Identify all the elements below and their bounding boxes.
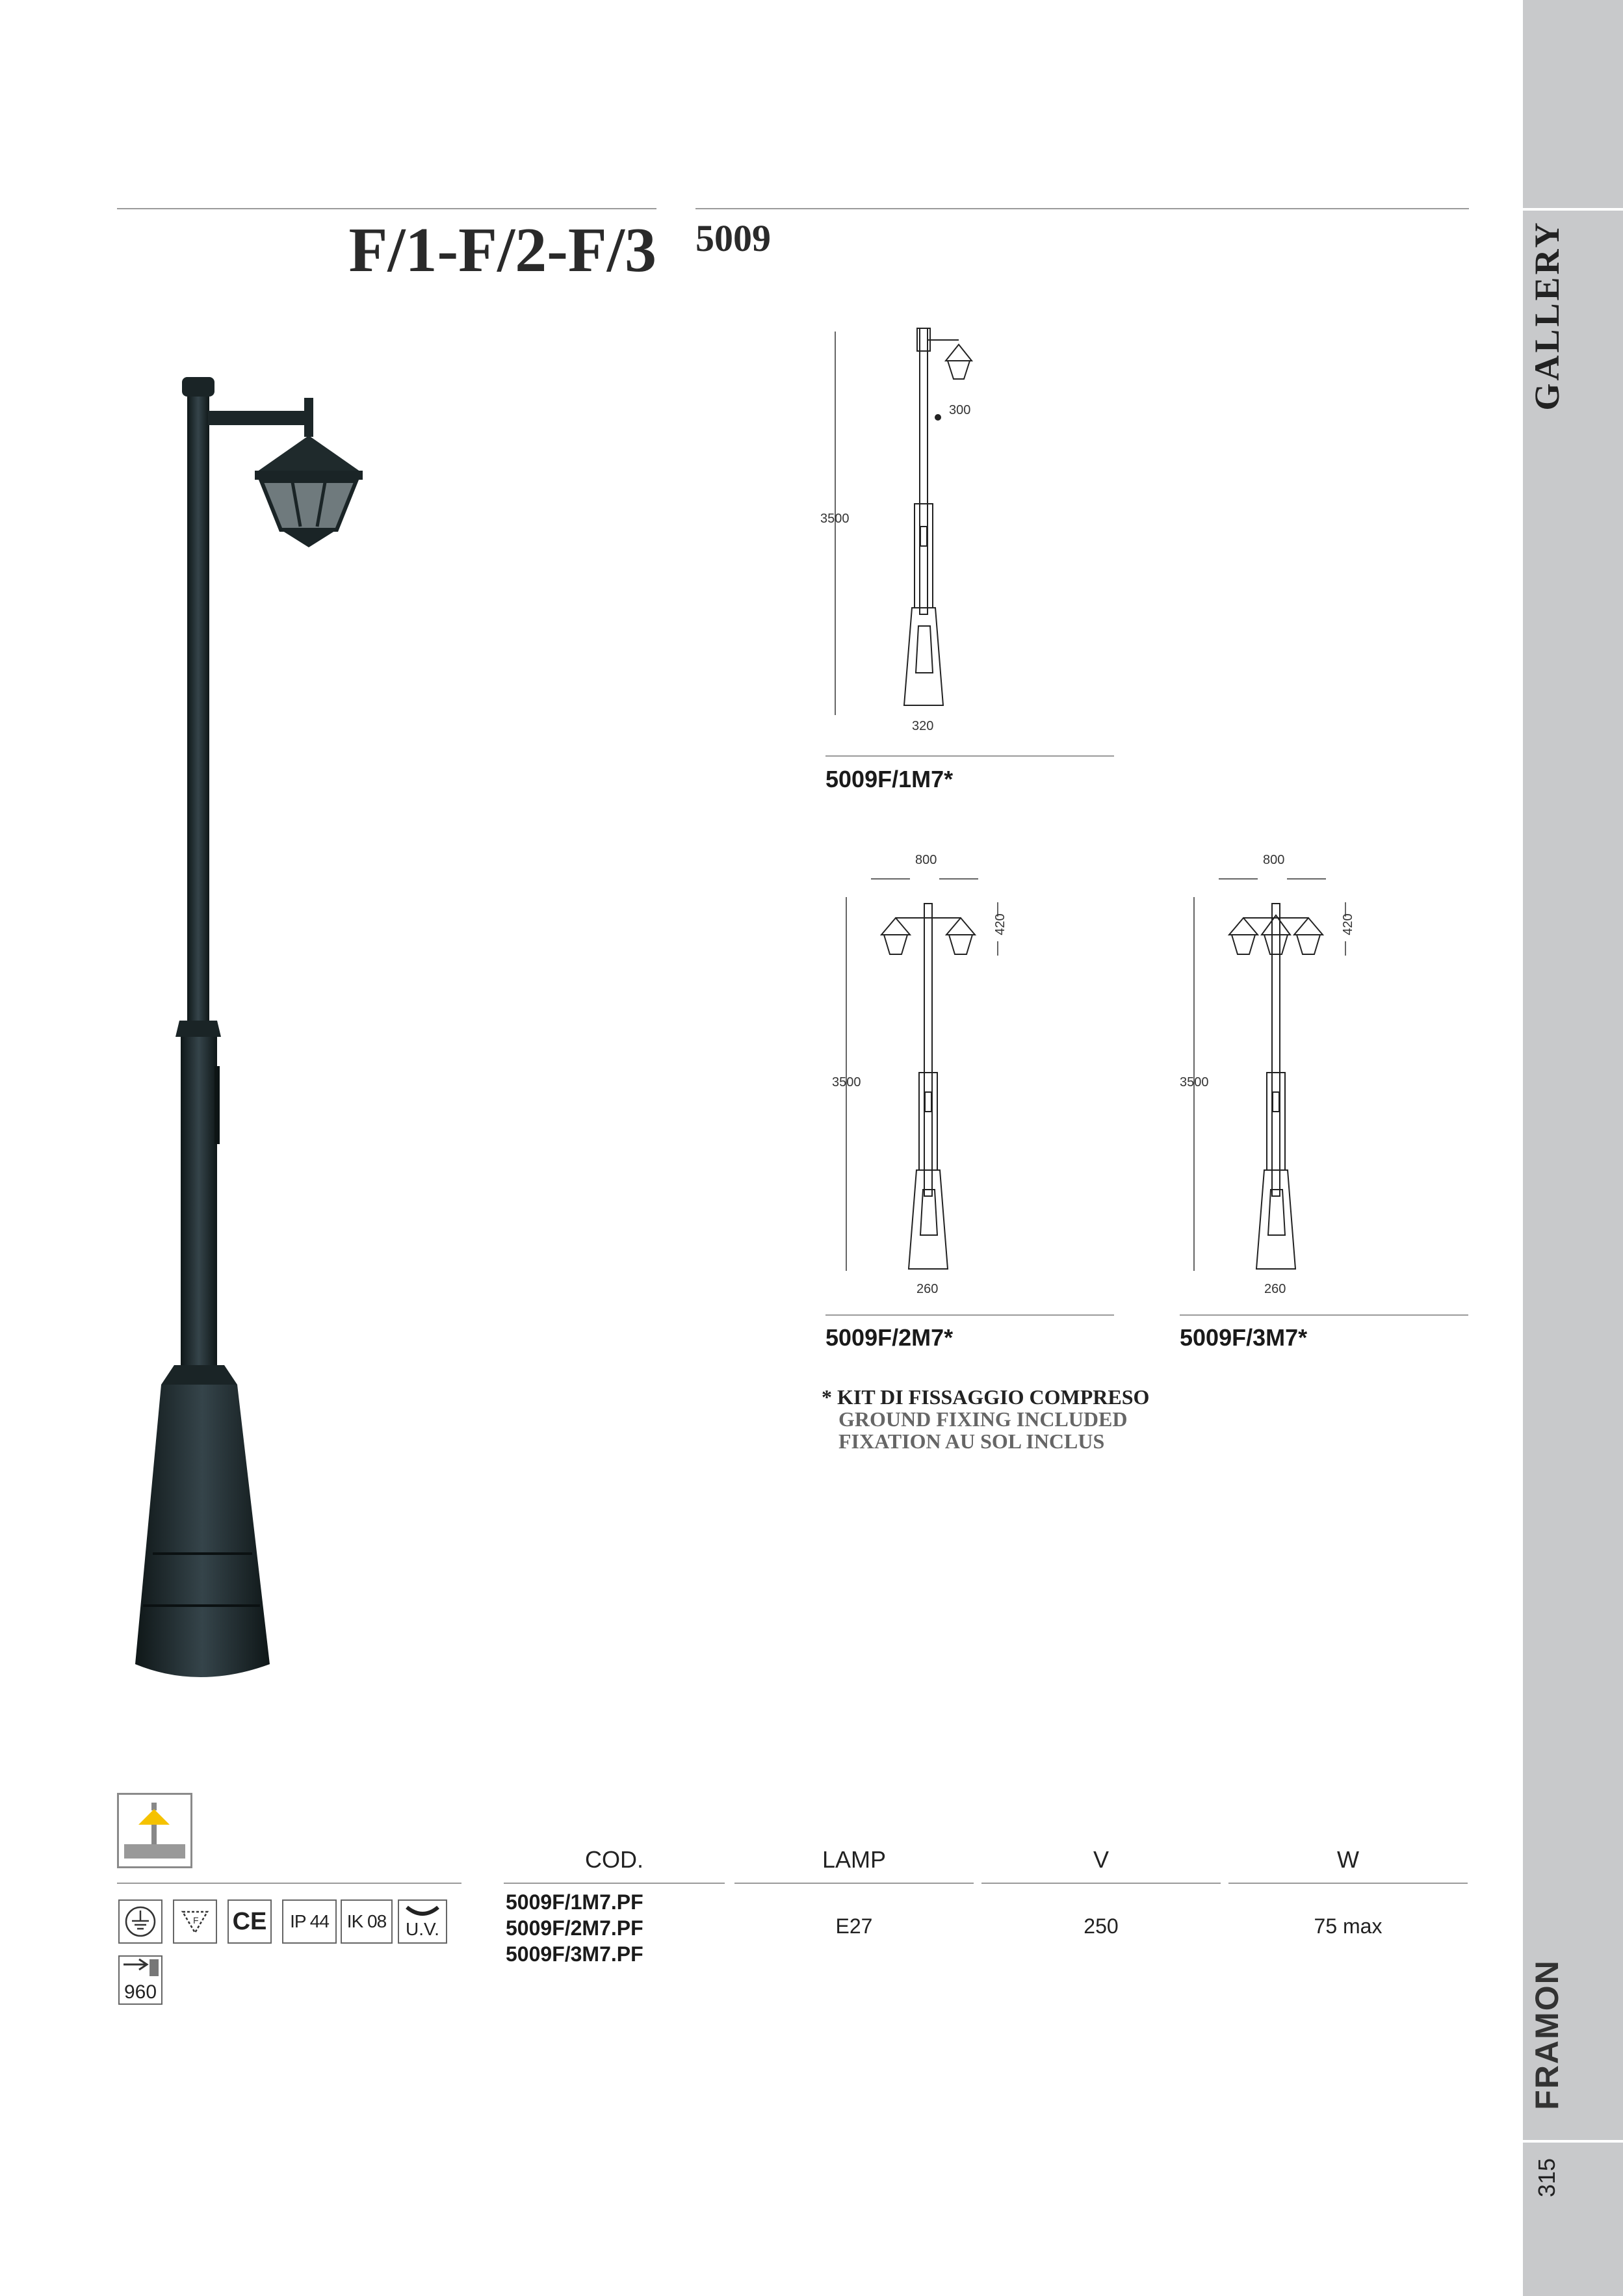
drawing-rule [1180, 1314, 1468, 1316]
uv-label: U.V. [406, 1919, 439, 1939]
product-code: 5009F/3M7.PF [506, 1942, 643, 1966]
height-dimension: 3500 [820, 512, 850, 526]
ce-mark-icon: CE [227, 1899, 272, 1944]
span-dimension: 800 [1263, 853, 1285, 867]
uv-resistant-icon [398, 1899, 447, 1944]
ik-rating: IK 08 [341, 1899, 393, 1944]
flammable-surface-icon [173, 1899, 217, 1944]
watt-value: 75 max [1314, 1914, 1383, 1938]
arm-dimension: 300 [949, 403, 971, 417]
wire-arrow-icon [121, 1958, 160, 1977]
sidebar-divider [1523, 208, 1623, 211]
earth-class-icon [118, 1899, 162, 1944]
product-code: 5009F/2M7.PF [506, 1916, 643, 1940]
product-photo [117, 364, 390, 1697]
series-number: 5009 [695, 217, 771, 259]
code-list [506, 1889, 643, 1967]
head-dimension: 420 [1341, 913, 1355, 935]
base-dimension: 320 [912, 719, 934, 733]
uv-arc-icon [403, 1903, 442, 1919]
head-dimension: 420 [993, 913, 1007, 935]
glow-wire-icon [118, 1955, 162, 2005]
base-dimension: 260 [1264, 1282, 1286, 1296]
drawing-code: 5009F/1M7* [825, 766, 954, 792]
glow-wire-value: 960 [123, 1981, 157, 2003]
column-header-voltage: V [1093, 1846, 1109, 1873]
column-header-watt: W [1337, 1846, 1359, 1873]
ground-mount-icon [117, 1793, 192, 1868]
table-header-rule [504, 1883, 725, 1884]
voltage-value: 250 [1084, 1914, 1119, 1938]
height-dimension: 3500 [1180, 1075, 1209, 1089]
drawing-code: 5009F/3M7* [1180, 1324, 1308, 1351]
drawing-rule [825, 1314, 1114, 1316]
svg-text:F: F [193, 1915, 199, 1925]
base-dimension: 260 [916, 1282, 939, 1296]
column-header-code: COD. [585, 1846, 643, 1873]
product-code: 5009F/1M7.PF [506, 1890, 643, 1914]
column-header-lamp: LAMP [822, 1846, 887, 1873]
section-label: GALLERY [1527, 220, 1566, 411]
ip-rating: IP 44 [282, 1899, 337, 1944]
height-dimension: 3500 [832, 1075, 861, 1089]
lamp-value: E27 [835, 1914, 873, 1938]
kit-note-fr: FIXATION AU SOL INCLUS [838, 1429, 1105, 1453]
brand-logo: FRAMON [1529, 1959, 1565, 2110]
kit-note-en: GROUND FIXING INCLUDED [838, 1407, 1128, 1431]
icons-rule [117, 1883, 461, 1884]
page-number: 315 [1533, 2158, 1560, 2198]
table-header-rule [1228, 1883, 1468, 1884]
table-header-rule [981, 1883, 1221, 1884]
kit-note-it: * KIT DI FISSAGGIO COMPRESO [822, 1385, 1150, 1409]
header-rule-right [695, 208, 1469, 209]
drawing-rule [825, 755, 1114, 757]
header-rule-left [117, 208, 656, 209]
page-title: F/1-F/2-F/3 [348, 215, 656, 285]
span-dimension: 800 [915, 853, 937, 867]
technical-drawing-single [816, 322, 985, 738]
table-header-rule [734, 1883, 974, 1884]
drawing-code: 5009F/2M7* [825, 1324, 954, 1351]
